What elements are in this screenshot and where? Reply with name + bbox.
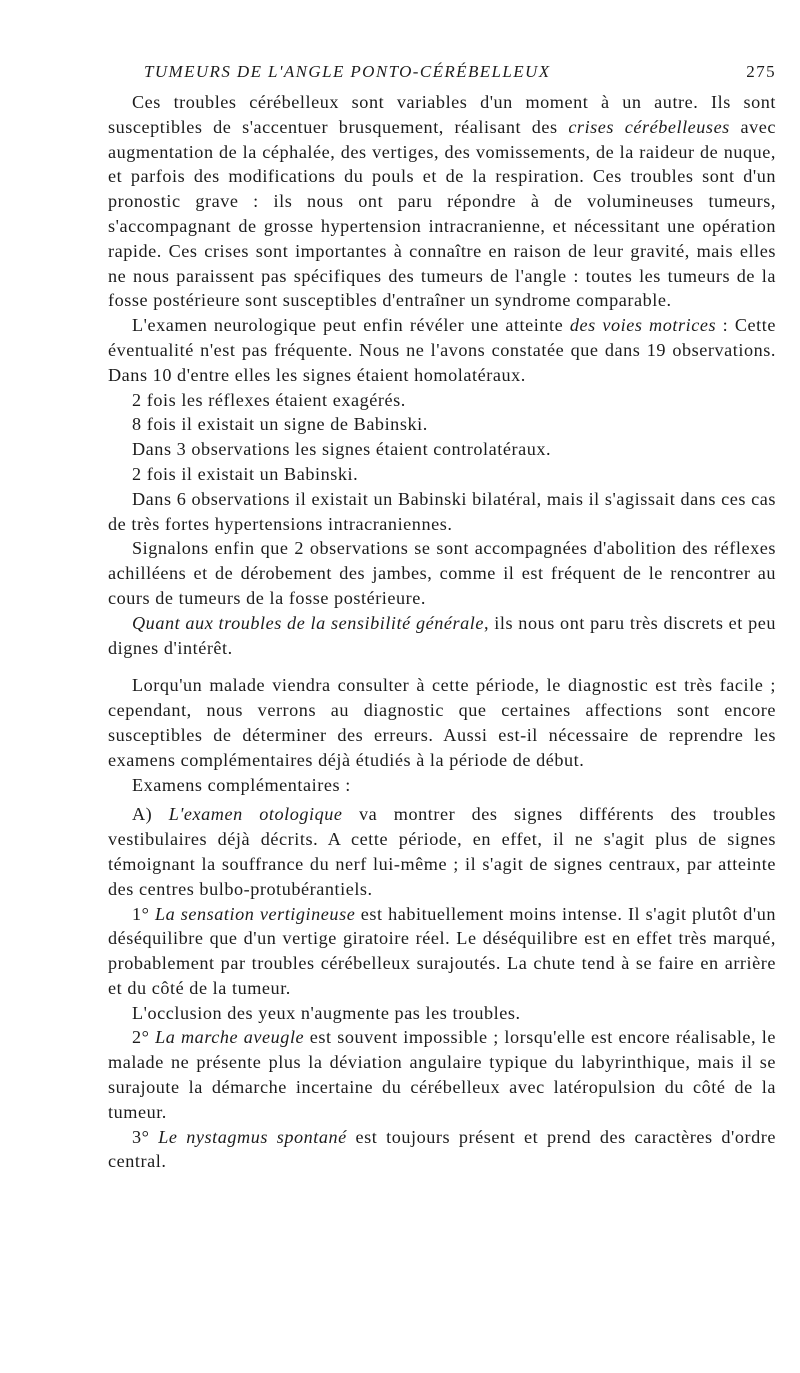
text-run: , ils nous ont paru très discrets et peu dignes d'intérêt. — [108, 612, 776, 658]
running-title: TUMEURS DE L'ANGLE PONTO-CÉRÉBELLEUX — [144, 62, 551, 81]
paragraph-bilateral-babinski: Dans 6 observations il existait un Babinski bilatéral, mais il s'agissait dans ces cas de très fortes hypertensions intracraniennes. — [108, 488, 776, 534]
italic-term: La marche aveugle — [155, 1027, 305, 1048]
text-run: L'examen neurologique peut enfin révéler une atteinte — [132, 315, 570, 336]
text-run: est souvent impossible ; lorsqu'elle est encore réalisable, le malade ne présente plus la déviation angulaire typique du labyrinthique, mais il se surajoute la démarche incertaine du cérébelleux avec latéropulsion du côté de la tumeur. — [108, 1027, 776, 1122]
text-run: Ces troubles cérébelleux sont variables d'un moment à un autre. Ils sont susceptibles de s'accentuer brusquement, réalisant des — [108, 92, 776, 137]
paragraph-otologic-exam — [108, 802, 776, 901]
paragraph-nystagmus — [108, 1125, 776, 1175]
paragraph-contralateral: Dans 3 observations les signes étaient controlatéraux. — [132, 439, 552, 460]
paragraph-eye-occlusion: L'occlusion des yeux n'augmente pas les troubles. — [132, 1002, 521, 1023]
text-run: est toujours présent et prend des caractères d'ordre central. — [108, 1126, 776, 1172]
paragraph-achilles-reflexes: Signalons enfin que 2 observations se sont accompagnées d'abolition des réflexes achilléens et de dérobement des jambes, comme il est fréquent de le rencontrer au cours de tumeurs de la fosse postérieure. — [108, 538, 776, 608]
running-header — [108, 62, 776, 90]
paragraph-diagnosis: Lorqu'un malade viendra consulter à cette période, le diagnostic est très facile ; cependant, nous verrons au diagnostic que certaines affections sont encore susceptibles de déterminer des erreurs. Aussi est-il nécessaire de reprendre les examens complémentaires déjà étudiés à la période de début. — [108, 675, 776, 770]
text-run: : Cette éventualité n'est pas fréquente. Nous ne l'avons constatée que dans 19 observations. Dans 10 d'entre elles les signes étaient homolatéraux. — [108, 315, 776, 385]
paragraph-vertigo — [108, 902, 776, 1001]
text-run: 1° — [132, 903, 155, 924]
paragraph-cerebellar-crises — [108, 90, 776, 313]
paragraph-sensibility — [108, 611, 776, 661]
book-page — [108, 62, 776, 1174]
paragraph-babinski-two: 2 fois il existait un Babinski. — [132, 463, 359, 484]
italic-term: Quant aux troubles de la sensibilité générale — [132, 612, 484, 633]
text-run: 3° — [132, 1126, 159, 1147]
italic-term: La sensation vertigineuse — [154, 903, 356, 924]
text-run: avec augmentation de la céphalée, des vertiges, des vomissements, de la raideur de nuque, et parfois des modifications du pouls et de la respiration. Ces troubles sont d'un pronostic grave : ils nous ont paru répondre à de volumineuses tumeurs, s'accompagnant de grosse hypertension intracranienne, et nécessitant une opération rapide. Ces crises sont importantes à connaître en raison de leur gravité, mais elles ne nous paraissent pas spécifiques des tumeurs de l'angle : toutes les tumeurs de la fosse postérieure sont susceptibles d'entraîner un syndrome comparable. — [108, 116, 776, 311]
paragraph-motor-pathways — [108, 313, 776, 387]
paragraph-babinski-sign: 8 fois il existait un signe de Babinski. — [132, 414, 428, 435]
italic-term: des voies motrices — [569, 315, 717, 336]
italic-term: crises cérébelleuses — [568, 116, 730, 137]
paragraph-exams-heading: Examens complémentaires : — [132, 774, 351, 795]
paragraph-reflexes-exaggerated: 2 fois les réflexes étaient exagérés. — [132, 389, 406, 410]
text-run: va montrer des signes différents des troubles vestibulaires déjà décrits. A cette période, en effet, il ne s'agit plus de signes témoignant la souffrance du nerf lui-même ; il s'agit de signes centraux, par atteinte des centres bulbo-protubérantiels. — [108, 804, 777, 899]
text-run: 2° — [132, 1027, 156, 1048]
italic-term: Le nystagmus spontané — [158, 1126, 347, 1147]
italic-term: L'examen otologique — [168, 804, 343, 825]
paragraph-blind-walk — [108, 1025, 776, 1124]
text-run: A) — [132, 804, 169, 825]
text-run: est habituellement moins intense. Il s'agit plutôt d'un déséquilibre que d'un vertige giratoire réel. Le déséquilibre est en effet très marqué, probablement par troubles cérébelleux surajoutés. La chute tend à se faire en arrière et du côté de la tumeur. — [108, 903, 776, 998]
body-text — [108, 90, 776, 1174]
page-number: 275 — [746, 62, 776, 81]
